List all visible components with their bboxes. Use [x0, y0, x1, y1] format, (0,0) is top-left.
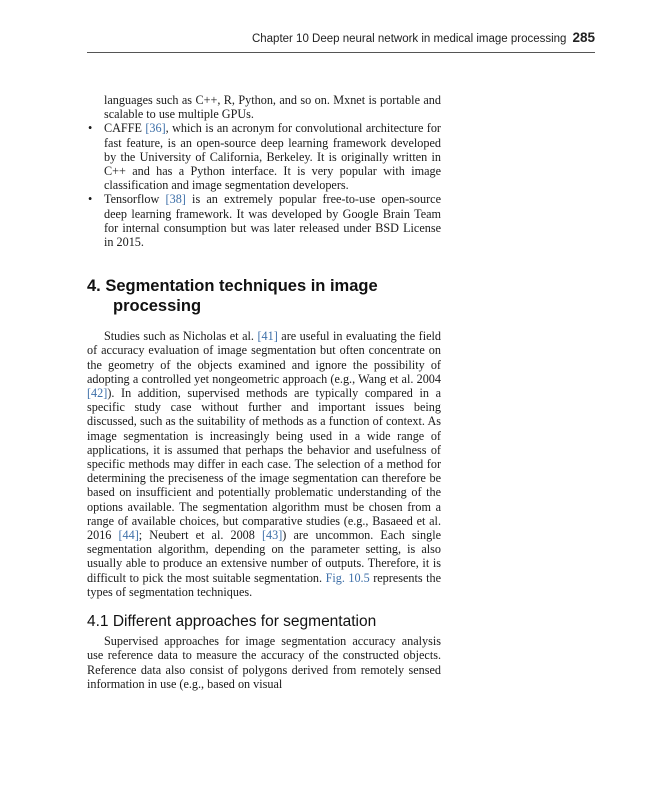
page-number: 285	[572, 30, 595, 45]
figure-link[interactable]: Fig. 10.5	[325, 570, 370, 585]
citation-link[interactable]: [36]	[145, 121, 166, 136]
paragraph-text: are useful in evaluating the field of accuracy evaluation of image segmentation but often concentrate on the geometry of the objects examined and ignore the possibility of adopting a controlled yet nongeometric approach (e.g., Wang et al. 2004	[87, 329, 441, 386]
continued-paragraph: languages such as C++, R, Python, and so on. Mxnet is portable and scalable to use multiple GPUs.	[104, 93, 441, 122]
body-paragraph	[87, 329, 441, 599]
page-content	[87, 93, 441, 691]
body-paragraph: Supervised approaches for image segmentation accuracy analysis use reference data to measure the accuracy of the constructed objects. Reference data also consist of polygons derived from remotely sensed information in use (e.g., based on visual	[87, 634, 441, 691]
list-item-text: Tensorflow	[104, 192, 166, 207]
chapter-title: Chapter 10 Deep neural network in medical image processing	[251, 33, 567, 45]
citation-link[interactable]: [41]	[257, 329, 278, 344]
bullet-marker: •	[88, 121, 93, 136]
paragraph-text: ). In addition, supervised methods are typically compared in a specific study case without further and important issues being discussed, such as the suitability of methods as a function of context. As image segmentation is increasingly being used in a wide range of applications, it is assumed that perhaps the behavior and usefulness of specific methods may differ in each case. The selection of a method for determining the preciseness of the image segmentation can therefore be based on insufficient and potentially problematic understanding of the options available. The segmentation algorithm must be chosen from a range of available choices, but comparative studies (e.g., Basaeed et al. 2016	[87, 386, 441, 543]
section-heading: 4. Segmentation techniques in image processing	[87, 277, 378, 316]
citation-link[interactable]: [44]	[118, 528, 139, 543]
paragraph-text: ; Neubert et al. 2008	[138, 528, 262, 543]
paragraph-text: represents the types of segmentation techniques.	[87, 570, 442, 599]
list-item-text: CAFFE	[104, 121, 146, 136]
list-item-tensorflow	[87, 192, 441, 249]
list-item-text: is an extremely popular free-to-use open-source deep learning framework. It was developed by Google Brain Team for internal consumption but was later released under BSD License in 2015.	[104, 192, 441, 250]
subsection-heading: 4.1 Different approaches for segmentation	[87, 613, 377, 631]
list-item-caffe	[87, 121, 441, 192]
bullet-marker: •	[88, 192, 93, 207]
paragraph-text: Studies such as Nicholas et al.	[104, 329, 258, 344]
paragraph-text: ) are uncommon. Each single segmentation algorithm, depending on the parameter setting, is also usually able to produce an extensive number of outputs. Therefore, it is difficult to pick the most suitable segmentation.	[87, 528, 442, 585]
citation-link[interactable]: [43]	[261, 528, 283, 543]
citation-link[interactable]: [38]	[165, 192, 186, 207]
page-header	[87, 30, 595, 53]
citation-link[interactable]: [42]	[87, 386, 108, 401]
list-item-text: , which is an acronym for convolutional architecture for fast feature, is an open-source deep learning framework developed by the University of California, Berkeley. It is originally written in C++ and has a Python interface. It is very popular with image classification and image segmentation developers.	[104, 121, 441, 193]
framework-list	[87, 121, 441, 249]
